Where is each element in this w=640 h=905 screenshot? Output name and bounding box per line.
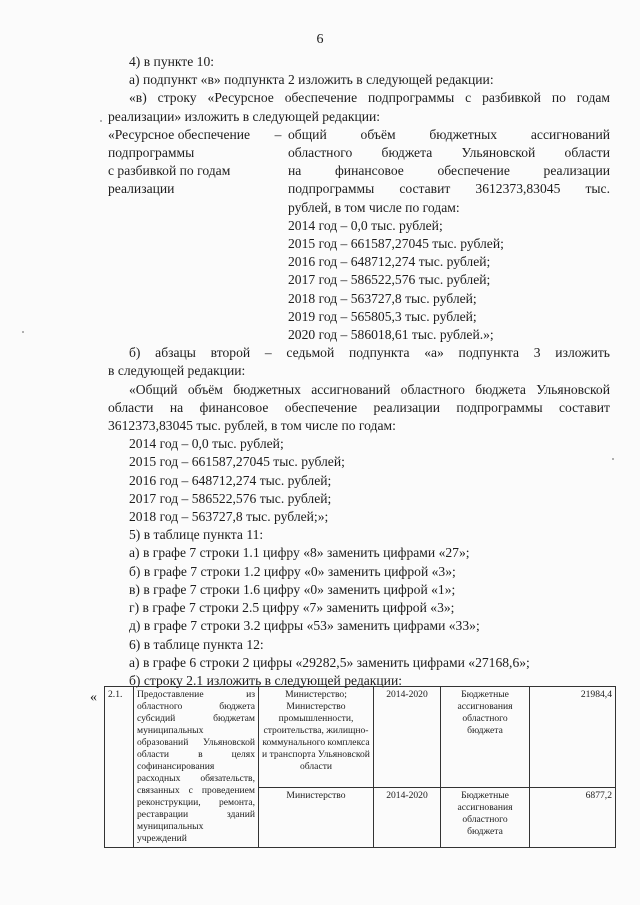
years-cell: 2014-2020 [374,687,441,788]
program-table-wrap [90,686,615,848]
amendment-item: 6) в таблице пункта 12: [129,636,264,652]
item-4-heading: 4) в пункте 10: [129,54,215,69]
source-cell: Бюджетные ассигнования областного бюджета [441,787,530,847]
opening-quote: « [90,690,97,705]
passport-dash: – [274,126,282,142]
table-row [105,687,616,788]
subitem-a: а) подпункт «в» подпункта 2 изложить в следующей редакции: [129,72,494,88]
amendment-item: в) в графе 7 строки 1.6 цифру «0» заменить цифрой «1»; [129,581,456,597]
amendment-item: а) в графе 7 строки 1.1 цифру «8» заменить цифрами «27»; [129,545,470,561]
amount-cell: 6877,2 [530,787,616,847]
row-description: Предоставление из областного бюджета субсидий бюджетам муниципальных образований Ульяновской области в целях софинансирования расходных обязательств, связанных с проведением реконструкции, ремонта, реставрации зданий муниципальных учреждений [134,687,259,848]
passport-row [108,126,610,344]
amendment-item: г) в графе 7 строки 2.5 цифру «7» заменить цифрой «3»; [129,600,455,616]
scan-speck [22,331,24,333]
year-line: 2014 год – 0,0 тыс. рублей; [129,436,284,452]
passport-year: 2015 год – 661587,27045 тыс. рублей; [288,236,504,252]
passport-year: 2017 год – 586522,576 тыс. рублей; [288,272,491,288]
amendment-item: б) в графе 7 строки 1.2 цифру «0» заменить цифрой «3»; [129,563,456,579]
document-body [108,53,610,690]
scan-speck [612,458,614,460]
subitem-v-line2: реализации» изложить в следующей редакции: [108,108,381,124]
passport-year: 2020 год – 586018,61 тыс. рублей.»; [288,327,494,343]
passport-year: 2014 год – 0,0 тыс. рублей; [288,217,443,233]
amendment-item: а) в графе 6 строки 2 цифры «29282,5» заменить цифрами «27168,6»; [129,654,530,670]
passport-year: 2016 год – 648712,274 тыс. рублей; [288,254,491,270]
source-cell: Бюджетные ассигнования областного бюджета [441,687,530,788]
passport-value: общий объём бюджетных ассигнований областного бюджета Ульяновской области на финансовое обеспечение реализации подпрограммы составит 3612373,83045 тыс. рублей, в том числе по годам: 2014 год – 0,0 тыс. рублей; 2015 год – 661587,27045 тыс. рублей; 2016 год – 648712,274 тыс. рублей; 2017 год – 586522,576 тыс. рублей; 2018 год – 563727,8 тыс. рублей; 2019 год – 565805,3 тыс. рублей; 2020 год – 586018,61 тыс. рублей.»; [288,126,610,344]
page-number: 6 [316,32,324,47]
scan-speck [100,120,102,122]
amendment-item: д) в графе 7 строки 3.2 цифры «53» заменить цифрами «33»; [129,618,480,634]
executor-cell: Министерство; Министерство промышленности, строительства, жилищно-коммунального комплекса и транспорта Ульяновской области [259,687,374,788]
year-line: 2018 год – 563727,8 тыс. рублей;»; [129,509,329,525]
subitem-v-line1: «в) строку «Ресурсное обеспечение подпрограммы с разбивкой по годам [129,90,610,106]
subitem-b-line2: в следующей редакции: [108,363,246,379]
years-cell: 2014-2020 [374,787,441,847]
passport-label: «Ресурсное обеспечение подпрограммы с разбивкой по годам реализации [108,126,251,197]
executor-cell: Министерство [259,787,374,847]
amount-cell: 21984,4 [530,687,616,788]
subitem-b-line1: б) абзацы второй – седьмой подпункта «а» подпункта 3 изложить [129,345,610,361]
year-line: 2016 год – 648712,274 тыс. рублей; [129,472,332,488]
passport-year: 2018 год – 563727,8 тыс. рублей; [288,290,477,306]
program-table [104,686,616,848]
year-line: 2017 год – 586522,576 тыс. рублей; [129,490,332,506]
amendment-item: б) строку 2.1 изложить в следующей редакции: [129,672,403,688]
passport-year: 2019 год – 565805,3 тыс. рублей; [288,308,477,324]
row-number: 2.1. [105,687,134,848]
funding-paragraph: «Общий объём бюджетных ассигнований областного бюджета Ульяновской области на финансовое обеспечение реализации подпрограммы составит 3612373,83045 тыс. рублей, в том числе по годам: [108,381,610,434]
amendment-item: 5) в таблице пункта 11: [129,527,264,543]
year-line: 2015 год – 661587,27045 тыс. рублей; [129,454,345,470]
